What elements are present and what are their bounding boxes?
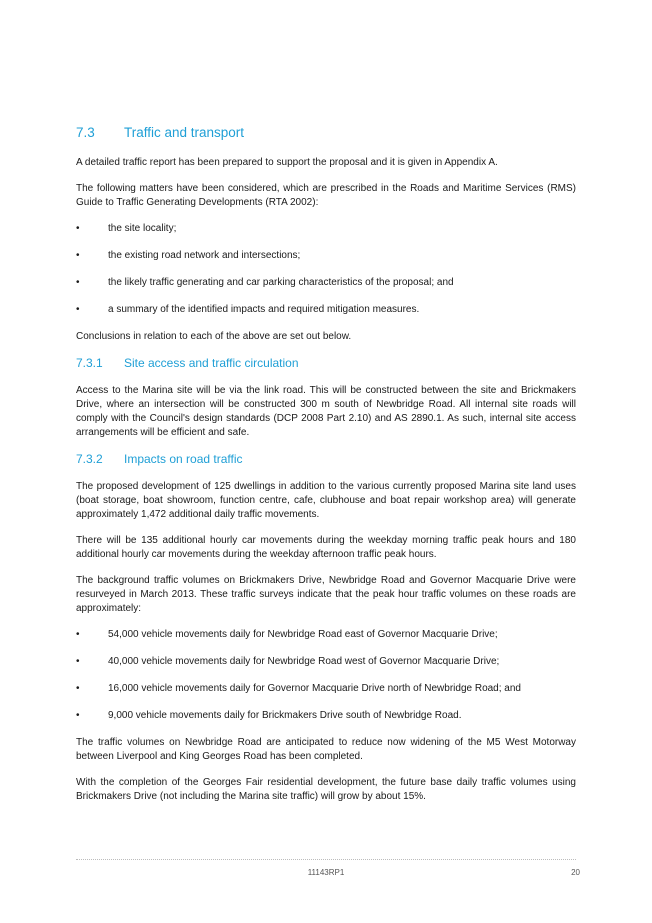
volumes-list (76, 628, 576, 723)
subsection-heading-road-traffic (76, 452, 576, 466)
section-title: Traffic and transport (124, 125, 245, 140)
list-item: • a summary of the identified impacts and required mitigation measures. (76, 303, 576, 317)
matters-list (76, 222, 576, 317)
subsection-title: Impacts on road traffic (124, 452, 243, 466)
list-item: • 54,000 vehicle movements daily for Newbridge Road east of Governor Macquarie Drive; (76, 628, 576, 642)
development-paragraph: The proposed development of 125 dwellings in addition to the various currently proposed Marina site land uses (boat storage, boat showroom, function centre, cafe, clubhouse and boat repair workshop area) will generate approximately 1,472 additional daily traffic movements. (76, 481, 576, 520)
footer-document-code: 11143RP1 (307, 868, 345, 877)
list-item: • 16,000 vehicle movements daily for Governor Macquarie Drive north of Newbridge Road; and (76, 682, 576, 696)
section-heading (76, 125, 576, 140)
hourly-movements-paragraph: There will be 135 additional hourly car movements during the weekday morning traffic peak hours and 180 additional hourly car movements during the weekday afternoon traffic peak hours. (76, 535, 576, 560)
list-item: • 40,000 vehicle movements daily for Newbridge Road west of Governor Macquarie Drive; (76, 655, 576, 669)
conclusion-paragraph: Conclusions in relation to each of the above are set out below. (76, 331, 352, 342)
page-content (76, 125, 576, 816)
footer-divider (76, 859, 576, 860)
list-item: • the site locality; (76, 222, 576, 236)
background-volumes-paragraph: The background traffic volumes on Brickmakers Drive, Newbridge Road and Governor Macquarie Drive were resurveyed in March 2013. These traffic surveys indicate that the peak hour traffic volumes on these roads are approximately: (76, 575, 576, 614)
subsection-title: Site access and traffic circulation (124, 356, 299, 370)
future-volumes-paragraph: With the completion of the Georges Fair residential development, the future base daily traffic volumes using Brickmakers Drive (not including the Marina site traffic) will grow by about 15%. (76, 777, 576, 802)
list-item: • the existing road network and intersections; (76, 249, 576, 263)
newbridge-road-paragraph: The traffic volumes on Newbridge Road are anticipated to reduce now widening of the M5 West Motorway between Liverpool and King Georges Road has been completed. (76, 737, 576, 762)
list-item: • the likely traffic generating and car parking characteristics of the proposal; and (76, 276, 576, 290)
intro-paragraph: A detailed traffic report has been prepared to support the proposal and it is given in Appendix A. (76, 157, 498, 168)
subsection-number: 7.3.1 (76, 356, 103, 370)
section-number: 7.3 (76, 125, 95, 140)
site-access-paragraph: Access to the Marina site will be via the link road. This will be constructed between the site and Brickmakers Drive, where an intersection will be constructed 300 m south of Newbridge Road. All internal site roads will comply with the Council's design standards (DCP 2008 Part 2.10) and AS 2890.1. As such, internal site access arrangements will be efficient and safe. (76, 385, 576, 438)
list-item: • 9,000 vehicle movements daily for Brickmakers Drive south of Newbridge Road. (76, 709, 576, 723)
footer-page-number: 20 (571, 868, 580, 877)
subsection-number: 7.3.2 (76, 452, 103, 466)
matters-intro-paragraph: The following matters have been considered, which are prescribed in the Roads and Maritime Services (RMS) Guide to Traffic Generating Developments (RTA 2002): (76, 183, 576, 208)
subsection-heading-site-access (76, 356, 576, 370)
